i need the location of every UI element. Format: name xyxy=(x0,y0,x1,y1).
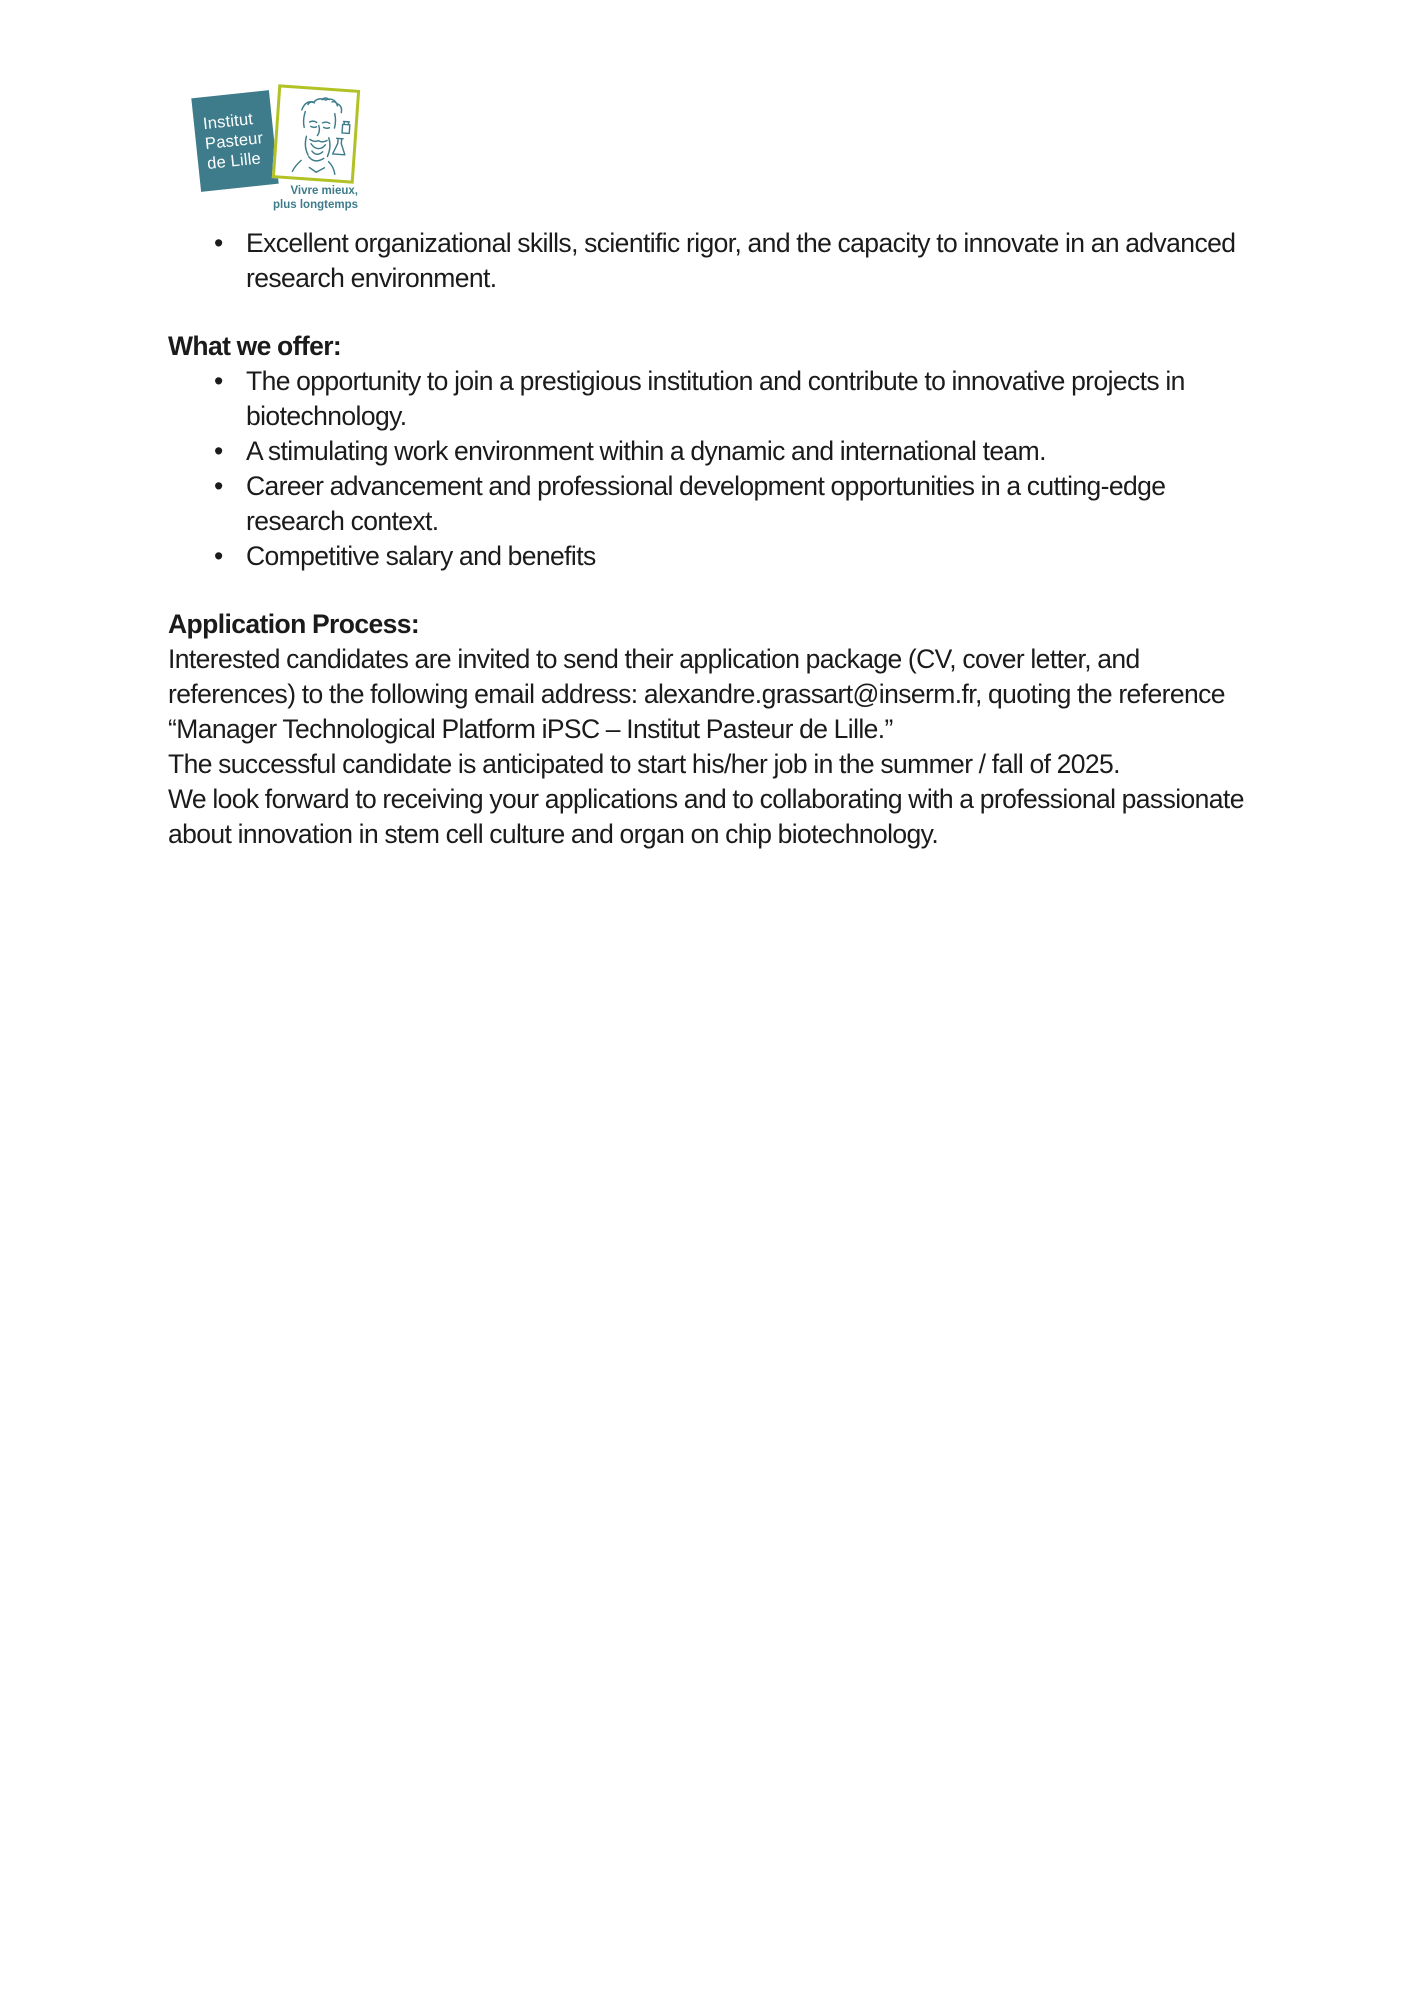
logo-tagline-line1: Vivre mieux, xyxy=(290,185,358,197)
list-item: • A stimulating work environment within a dynamic and international team. xyxy=(168,434,1268,469)
institut-pasteur-logo xyxy=(196,84,416,224)
logo-teal-plate xyxy=(191,90,278,192)
logo-org-line1: Institut xyxy=(202,110,254,134)
pasteur-portrait-frame xyxy=(272,84,360,183)
list-item: • The opportunity to join a prestigious institution and contribute to innovative projects in biotechnology. xyxy=(168,364,1268,434)
offer-bullet-list xyxy=(168,364,1268,574)
paragraph: Interested candidates are invited to send their application package (CV, cover letter, and references) to the following email address: alexandre.grassart@inserm.fr, quoting the reference “Manager Technological Platform iPSC – Institut Pasteur de Lille.” xyxy=(168,644,1225,744)
list-item: • Competitive salary and benefits xyxy=(168,539,1268,574)
pasteur-portrait-icon xyxy=(277,91,355,178)
application-paragraphs xyxy=(168,642,1268,852)
logo-org-line2: Pasteur xyxy=(204,129,265,154)
offer-heading: What we offer: xyxy=(168,331,342,361)
intro-bullet-list xyxy=(168,226,1268,296)
logo-org-line3: de Lille xyxy=(206,149,262,173)
logo-tagline-line2: plus longtemps xyxy=(273,199,358,211)
application-heading: Application Process: xyxy=(168,609,420,639)
paragraph: We look forward to receiving your applications and to collaborating with a professional passionate about innovation in stem cell culture and organ on chip biotechnology. xyxy=(168,784,1244,849)
document-content xyxy=(168,226,1268,852)
paragraph: The successful candidate is anticipated to start his/her job in the summer / fall of 2025. xyxy=(168,749,1120,779)
logo-tagline xyxy=(270,184,358,212)
logo-org-name xyxy=(202,108,266,174)
list-item: • Career advancement and professional development opportunities in a cutting-edge research context. xyxy=(168,469,1268,539)
list-item: • Excellent organizational skills, scientific rigor, and the capacity to innovate in an advanced research environment. xyxy=(168,226,1268,296)
